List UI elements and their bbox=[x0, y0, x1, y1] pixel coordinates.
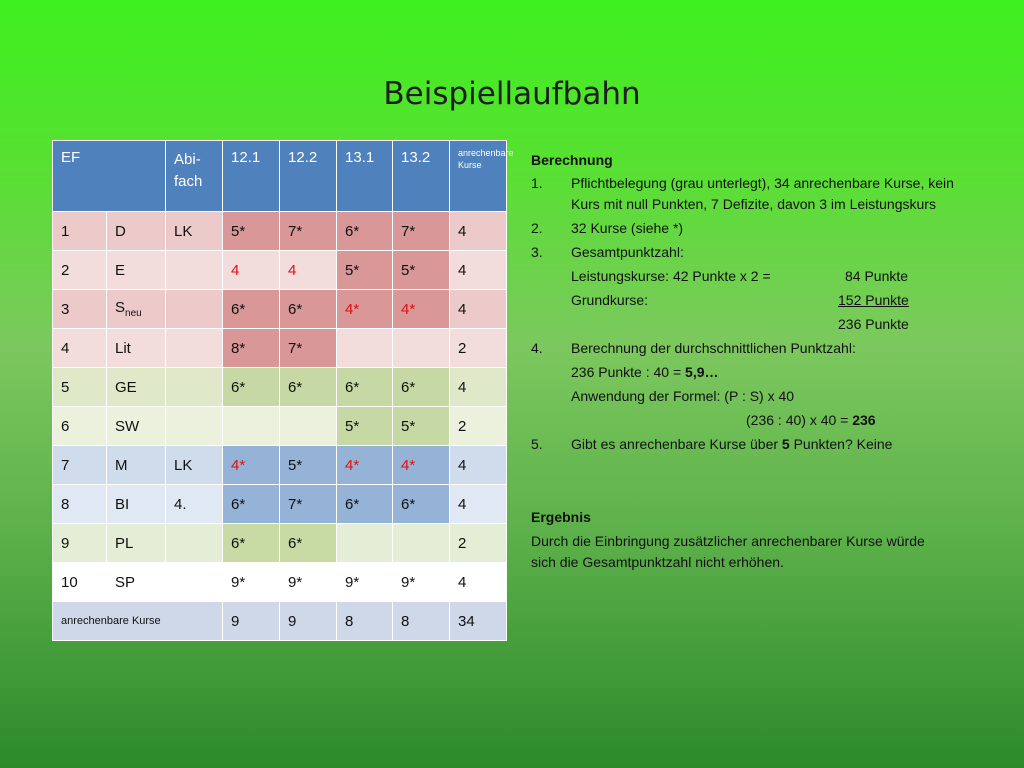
item5-suffix: Punkten? Keine bbox=[789, 436, 893, 452]
item-number: 2. bbox=[531, 220, 543, 236]
subject-cell bbox=[107, 290, 166, 329]
item-text: 32 Kurse (siehe *) bbox=[571, 220, 684, 236]
row-number: 8 bbox=[53, 485, 107, 524]
subject-cell: D bbox=[107, 212, 166, 251]
table-row bbox=[53, 407, 507, 446]
header-abifach: Abi-fach bbox=[166, 141, 223, 212]
list-item bbox=[531, 434, 971, 455]
grade-cell bbox=[393, 329, 450, 368]
abi-cell bbox=[166, 329, 223, 368]
count-cell: 2 bbox=[450, 524, 507, 563]
table-row bbox=[53, 329, 507, 368]
subject-cell: SP bbox=[107, 563, 166, 602]
table-row bbox=[53, 446, 507, 485]
sum-line bbox=[531, 314, 971, 335]
grade-cell: 6* bbox=[337, 212, 393, 251]
subject-text: S bbox=[115, 299, 126, 316]
item-text: Pflichtbelegung (grau unterlegt), 34 anrechenbare Kurse, kein Kurs mit null Punkten, 7 Defizite, davon 3 im Leistungskurs bbox=[571, 175, 954, 212]
grade-cell: 4* bbox=[337, 446, 393, 485]
footer-total-13-2: 8 bbox=[393, 602, 450, 641]
grade-cell: 5* bbox=[337, 407, 393, 446]
sum-value: 236 Punkte bbox=[838, 316, 909, 332]
average-value: 5,9… bbox=[685, 364, 719, 380]
grade-cell: 6* bbox=[223, 485, 280, 524]
grade-cell: 7* bbox=[280, 485, 337, 524]
slide-title: Beispiellaufbahn bbox=[383, 76, 641, 112]
grade-cell: 7* bbox=[393, 212, 450, 251]
count-cell: 4 bbox=[450, 212, 507, 251]
grade-cell: 9* bbox=[337, 563, 393, 602]
grade-cell: 6* bbox=[280, 290, 337, 329]
subject-cell: SW bbox=[107, 407, 166, 446]
list-item bbox=[531, 173, 971, 215]
row-number: 6 bbox=[53, 407, 107, 446]
grade-cell: 5* bbox=[280, 446, 337, 485]
grade-cell: 5* bbox=[393, 407, 450, 446]
header-13-1: 13.1 bbox=[337, 141, 393, 212]
table-row bbox=[53, 368, 507, 407]
header-ef: EF bbox=[53, 141, 166, 212]
lk-line bbox=[531, 266, 971, 287]
list-item bbox=[531, 218, 971, 239]
grade-cell: 6* bbox=[223, 368, 280, 407]
calculation-panel bbox=[531, 150, 971, 573]
grade-cell: 4* bbox=[223, 446, 280, 485]
table-row bbox=[53, 563, 507, 602]
grade-cell: 9* bbox=[393, 563, 450, 602]
subject-cell: PL bbox=[107, 524, 166, 563]
item-number: 5. bbox=[531, 436, 543, 452]
count-cell: 4 bbox=[450, 563, 507, 602]
grade-cell: 9* bbox=[223, 563, 280, 602]
count-cell: 4 bbox=[450, 368, 507, 407]
grade-cell: 4* bbox=[337, 290, 393, 329]
grade-cell bbox=[393, 524, 450, 563]
grade-cell: 7* bbox=[280, 212, 337, 251]
item-number: 1. bbox=[531, 175, 543, 191]
footer-total-anrechenbar: 34 bbox=[450, 602, 507, 641]
abi-cell bbox=[166, 290, 223, 329]
footer-total-12-1: 9 bbox=[223, 602, 280, 641]
abi-cell: 4. bbox=[166, 485, 223, 524]
grade-cell bbox=[337, 329, 393, 368]
average-line bbox=[531, 362, 971, 383]
grade-cell bbox=[337, 524, 393, 563]
grade-cell: 5* bbox=[337, 251, 393, 290]
abi-cell: LK bbox=[166, 212, 223, 251]
list-item bbox=[531, 338, 971, 359]
grade-cell: 9* bbox=[280, 563, 337, 602]
grade-cell bbox=[223, 407, 280, 446]
grade-cell: 6* bbox=[280, 368, 337, 407]
table-row bbox=[53, 290, 507, 329]
item5-prefix: Gibt es anrechenbare Kurse über bbox=[571, 436, 782, 452]
row-number: 7 bbox=[53, 446, 107, 485]
grade-cell: 4 bbox=[223, 251, 280, 290]
grade-cell bbox=[280, 407, 337, 446]
average-prefix: 236 Punkte : 40 = bbox=[571, 364, 686, 380]
header-12-2: 12.2 bbox=[280, 141, 337, 212]
row-number: 3 bbox=[53, 290, 107, 329]
count-cell: 4 bbox=[450, 251, 507, 290]
abi-cell bbox=[166, 407, 223, 446]
ergebnis-text: Durch die Einbringung zusätzlicher anrechenbarer Kurse würde sich die Gesamtpunktzahl nicht erhöhen. bbox=[531, 533, 925, 570]
grade-cell: 4* bbox=[393, 446, 450, 485]
grade-cell: 7* bbox=[280, 329, 337, 368]
footer-label: anrechenbare Kurse bbox=[53, 602, 223, 641]
grade-cell: 6* bbox=[223, 290, 280, 329]
footer-total-12-2: 9 bbox=[280, 602, 337, 641]
grade-cell: 4* bbox=[393, 290, 450, 329]
count-cell: 4 bbox=[450, 290, 507, 329]
subject-cell: GE bbox=[107, 368, 166, 407]
gk-label: Grundkurse: bbox=[571, 292, 649, 308]
lk-label: Leistungskurse: 42 Punkte x 2 = bbox=[571, 268, 771, 284]
grade-cell: 4 bbox=[280, 251, 337, 290]
grade-cell: 8* bbox=[223, 329, 280, 368]
row-number: 10 bbox=[53, 563, 107, 602]
abi-cell bbox=[166, 368, 223, 407]
item-text: Berechnung der durchschnittlichen Punktzahl: bbox=[571, 340, 856, 356]
lk-value: 84 Punkte bbox=[845, 268, 909, 284]
count-cell: 2 bbox=[450, 329, 507, 368]
item-number: 4. bbox=[531, 340, 543, 356]
grade-cell: 6* bbox=[337, 485, 393, 524]
formula-calc-prefix: (236 : 40) x 40 = bbox=[746, 412, 853, 428]
item-text: Gesamtpunktzahl: bbox=[571, 244, 684, 260]
item-number: 3. bbox=[531, 244, 543, 260]
grade-cell: 5* bbox=[223, 212, 280, 251]
subject-cell: E bbox=[107, 251, 166, 290]
formula-calc-line bbox=[531, 410, 971, 431]
grade-cell: 6* bbox=[393, 368, 450, 407]
abi-cell bbox=[166, 524, 223, 563]
table-row bbox=[53, 524, 507, 563]
formula-calc-result: 236 bbox=[852, 412, 876, 428]
table-header-row bbox=[53, 141, 507, 212]
gk-line bbox=[531, 290, 971, 311]
subject-cell: BI bbox=[107, 485, 166, 524]
row-number: 1 bbox=[53, 212, 107, 251]
grade-cell: 6* bbox=[280, 524, 337, 563]
footer-total-13-1: 8 bbox=[337, 602, 393, 641]
count-cell: 2 bbox=[450, 407, 507, 446]
row-number: 2 bbox=[53, 251, 107, 290]
grade-cell: 6* bbox=[393, 485, 450, 524]
abi-cell bbox=[166, 563, 223, 602]
item5-bold: 5 bbox=[781, 436, 790, 452]
table-row bbox=[53, 251, 507, 290]
header-anrechenbare-kurse: anrechenbare Kurse bbox=[450, 141, 507, 212]
ergebnis-heading: Ergebnis bbox=[531, 509, 591, 525]
list-item bbox=[531, 242, 971, 263]
grade-cell: 5* bbox=[393, 251, 450, 290]
count-cell: 4 bbox=[450, 485, 507, 524]
formula-line: Anwendung der Formel: (P : S) x 40 bbox=[571, 388, 795, 404]
subject-cell: Lit bbox=[107, 329, 166, 368]
subject-subscript: neu bbox=[125, 308, 142, 319]
header-12-1: 12.1 bbox=[223, 141, 280, 212]
abi-cell bbox=[166, 251, 223, 290]
grade-cell: 6* bbox=[337, 368, 393, 407]
berechnung-heading: Berechnung bbox=[531, 152, 613, 168]
gk-value: 152 Punkte bbox=[838, 292, 909, 308]
table-row bbox=[53, 485, 507, 524]
subject-cell: M bbox=[107, 446, 166, 485]
grade-cell: 6* bbox=[223, 524, 280, 563]
item-text bbox=[571, 434, 971, 455]
row-number: 5 bbox=[53, 368, 107, 407]
row-number: 4 bbox=[53, 329, 107, 368]
table-row bbox=[53, 212, 507, 251]
header-13-2: 13.2 bbox=[393, 141, 450, 212]
count-cell: 4 bbox=[450, 446, 507, 485]
row-number: 9 bbox=[53, 524, 107, 563]
abi-cell: LK bbox=[166, 446, 223, 485]
course-table bbox=[52, 140, 514, 641]
table-footer-row bbox=[53, 602, 507, 641]
